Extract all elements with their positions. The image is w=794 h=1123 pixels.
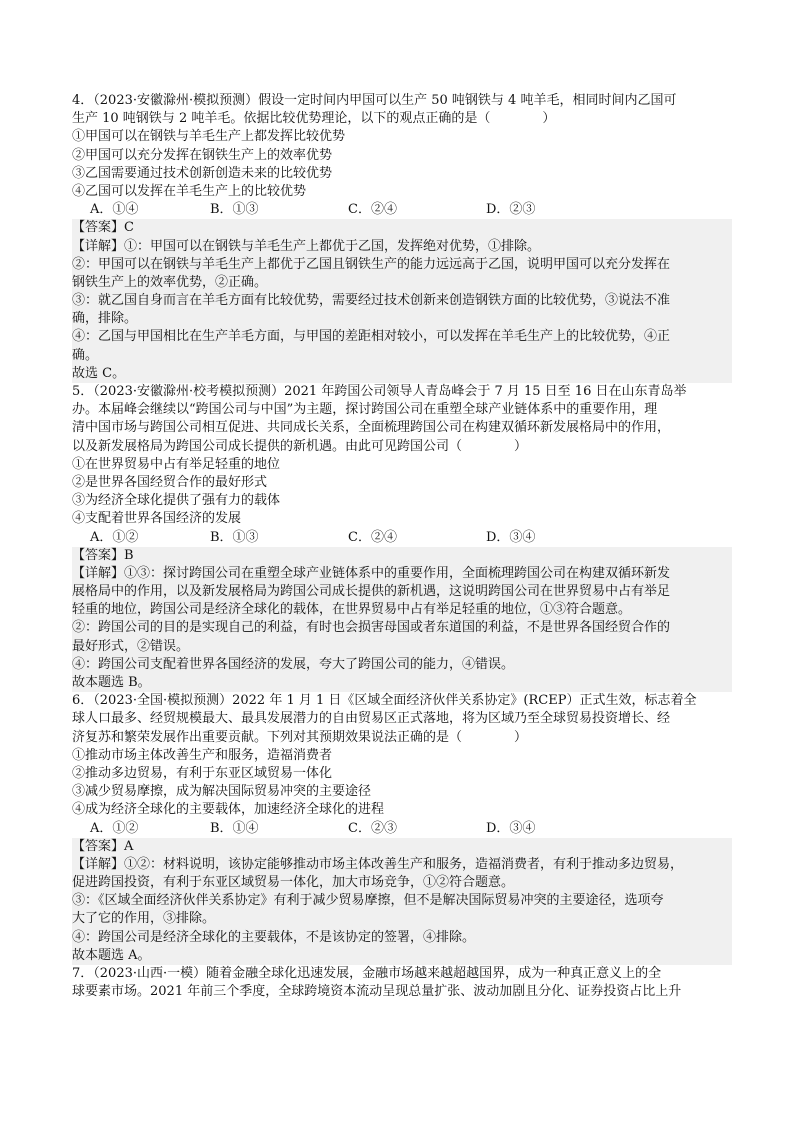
option-b: B．①④	[210, 820, 259, 836]
question-stem-line: 5．（2023·安徽滁州·校考模拟预测）2021 年跨国公司领导人青岛峰会于 7 月 15 日至 16 日在山东青岛举	[72, 384, 687, 399]
statement-item: ④支配着世界各国经济的发展	[72, 511, 242, 527]
question-stem-line: 清中国市场与跨国公司相互促进、共同成长关系，全面梳理跨国公司在构建双循环新发展格局中的作用，	[72, 420, 671, 436]
explanation-line: ④：跨国公司是经济全球化的主要载体，不是该协定的签署，④排除。	[72, 929, 732, 947]
question-stem-line: 7．（2023·山西·一模）随着金融全球化迅速发展，金融市场越来越超越国界，成为一种真正意义上的全	[72, 966, 662, 981]
explanation-line: ④：跨国公司支配着世界各国经济的发展，夸大了跨国公司的能力，④错误。	[72, 656, 732, 674]
explanation-line: 确，排除。	[72, 310, 732, 328]
explanation-line: 故选 C。	[72, 365, 732, 383]
question-7	[72, 965, 732, 1001]
explanation-line: 钢铁生产上的效率优势，②正确。	[72, 274, 732, 292]
question-stem-line: 球人口最多、经贸规模最大、最具发展潜力的自由贸易区正式落地，将为区域乃至全球贸易投资增长、经	[72, 711, 671, 727]
answer-line: 【答案】C	[72, 219, 732, 237]
option-a: A．①④	[90, 202, 139, 218]
option-d: D．③④	[486, 529, 536, 545]
option-c: C．②④	[348, 529, 397, 545]
option-b: B．①③	[210, 529, 259, 545]
statement-item: ②甲国可以充分发挥在钢铁生产上的效率优势	[72, 147, 333, 163]
explanation-line: 最好形式，②错误。	[72, 638, 732, 656]
explanation-line: 展格局中的作用，以及新发展格局为跨国公司成长提供的新机遇，这说明跨国公司在世界贸易中占有举足	[72, 583, 732, 601]
statement-item: ④成为经济全球化的主要载体，加速经济全球化的进程	[72, 802, 385, 818]
explanation-line: ③：《区域全面经济伙伴关系协定》有利于减少贸易摩擦，但不是解决国际贸易冲突的主要途径，选项夸	[72, 892, 732, 910]
answer-options	[72, 820, 732, 838]
question-stem-line: 4．（2023·安徽滁州·模拟预测）假设一定时间内甲国可以生产 50 吨钢铁与 4 吨羊毛，相同时间内乙国可	[72, 93, 677, 108]
explanation-line: 【详解】①③：探讨跨国公司在重塑全球产业链体系中的重要作用，全面梳理跨国公司在构建双循环新发	[72, 565, 732, 583]
explanation-line: ②：甲国可以在钢铁与羊毛生产上都优于乙国且钢铁生产的能力远远高于乙国，说明甲国可以充分发挥在	[72, 256, 732, 274]
explanation-line: ②：跨国公司的目的是实现自己的利益，有时也会损害母国或者东道国的利益，不是世界各国经贸合作的	[72, 619, 732, 637]
option-b: B．①③	[210, 202, 259, 218]
statement-item: ②推动多边贸易，有利于东亚区域贸易一体化	[72, 765, 333, 781]
explanation-line: 确。	[72, 347, 732, 365]
option-a: A．①②	[90, 820, 139, 836]
statement-item: ③乙国需要通过技术创新创造未来的比较优势	[72, 165, 333, 181]
answer-line: 【答案】B	[72, 547, 732, 565]
answer-options	[72, 201, 732, 219]
option-c: C．②④	[348, 202, 397, 218]
question-stem-line: 以及新发展格局为跨国公司成长提供的新机遇。由此可见跨国公司（ ）	[72, 438, 528, 454]
statement-item: ③为经济全球化提供了强有力的载体	[72, 493, 281, 509]
question-stem-line: 生产 10 吨钢铁与 2 吨羊毛。依据比较优势理论，以下的观点正确的是（ ）	[72, 111, 556, 127]
explanation-line: ③：就乙国自身而言在羊毛方面有比较优势，需要经过技术创新来创造钢铁方面的比较优势，③说法不准	[72, 292, 732, 310]
answer-options	[72, 529, 732, 547]
question-4	[72, 92, 732, 383]
explanation-line: 【详解】①②：材料说明，该协定能够推动市场主体改善生产和服务，造福消费者，有利于推动多边贸易，	[72, 856, 732, 874]
explanation-line: 轻重的地位，跨国公司是经济全球化的载体，在世界贸易中占有举足轻重的地位，①③符合题意。	[72, 601, 732, 619]
option-c: C．②③	[348, 820, 397, 836]
explanation-line: 【详解】①：甲国可以在钢铁与羊毛生产上都优于乙国，发挥绝对优势，①排除。	[72, 238, 732, 256]
statement-item: ④乙国可以发挥在羊毛生产上的比较优势	[72, 183, 307, 199]
option-a: A．①②	[90, 529, 139, 545]
question-stem-line: 济复苏和繁荣发展作出重要贡献。下列对其预期效果说法正确的是（ ）	[72, 729, 528, 745]
question-stem-line: 球要素市场。2021 年前三个季度，全球跨境资本流动呈现总量扩张、波动加剧且分化、证券投资占比上升	[72, 984, 682, 1000]
statement-item: ③减少贸易摩擦，成为解决国际贸易冲突的主要途径	[72, 784, 372, 800]
question-6	[72, 692, 732, 965]
explanation-line: 故本题选 A。	[72, 947, 732, 965]
statement-item: ①在世界贸易中占有举足轻重的地位	[72, 456, 281, 472]
document-page	[72, 92, 732, 1001]
question-stem-line: 6．（2023·全国·模拟预测）2022 年 1 月 1 日《区域全面经济伙伴关系协定》(RCEP）正式生效，标志着全	[72, 693, 697, 709]
question-stem-line: 办。本届峰会继续以“跨国公司与中国”为主题，探讨跨国公司在重塑全球产业链体系中的重要作用，理	[72, 402, 658, 418]
option-d: D．③④	[486, 820, 536, 836]
explanation-line: 故本题选 B。	[72, 674, 732, 692]
statement-item: ②是世界各国经贸合作的最好形式	[72, 474, 268, 490]
explanation-line: 大了它的作用，③排除。	[72, 910, 732, 928]
statement-item: ①推动市场主体改善生产和服务，造福消费者	[72, 747, 333, 763]
explanation-line: 促进跨国投资，有利于东亚区域贸易一体化，加大市场竞争，①②符合题意。	[72, 874, 732, 892]
explanation-line: ④：乙国与甲国相比在生产羊毛方面，与甲国的差距相对较小，可以发挥在羊毛生产上的比较优势，④正	[72, 328, 732, 346]
question-5	[72, 383, 732, 692]
statement-item: ①甲国可以在钢铁与羊毛生产上都发挥比较优势	[72, 129, 346, 145]
answer-line: 【答案】A	[72, 838, 732, 856]
option-d: D．②③	[486, 202, 536, 218]
